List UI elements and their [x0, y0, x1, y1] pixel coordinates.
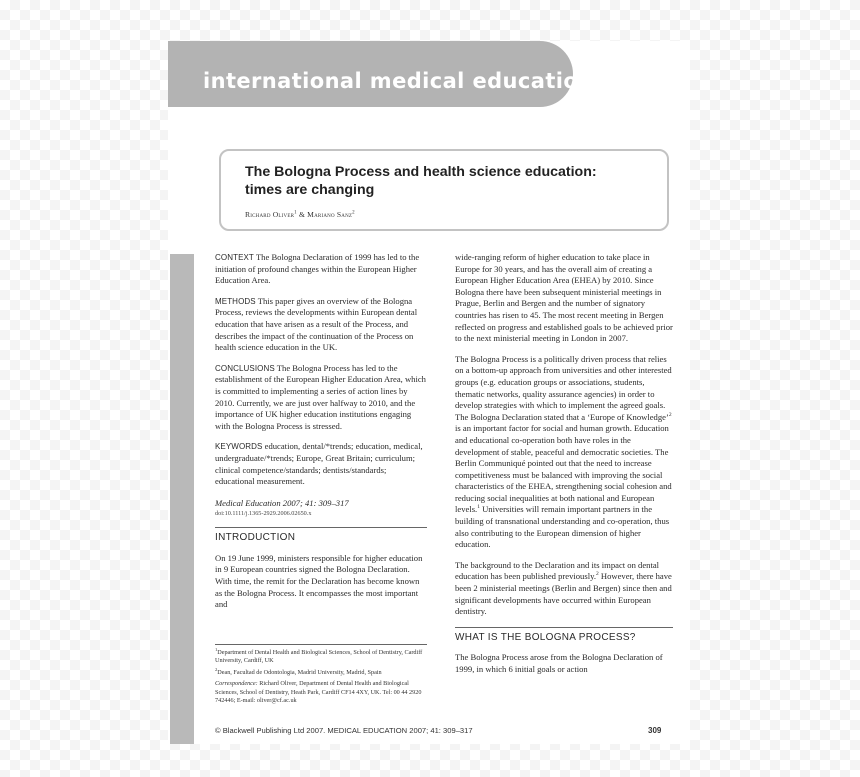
context-text: The Bologna Declaration of 1999 has led to the initiation of profound changes within the European Higher Education Area.: [215, 252, 420, 286]
body-paragraph-3: [455, 560, 673, 618]
paragraph-2-text-a: The Bologna Process is a politically driven process that relies on a bottom-up approach from universities and other interested groups (e.g. education groups or associations, students, thematic networks, quality assurance agencies) in order to develop strategies with which to implement the agreed goals. The Bologna Declaration stated that a ‘Europe of Knowledge’: [455, 353, 672, 422]
correspondence-label: Correspondence:: [215, 680, 258, 688]
conclusions-label: CONCLUSIONS: [215, 363, 275, 373]
footnote-2-text: Dean, Facultad de Odontologia, Madrid University, Madrid, Spain: [217, 668, 382, 676]
conclusions-text: The Bologna Process has led to the establishment of the European Higher Education Area, which is committed to implementing a series of action lines by 2010. Currently, we are just over halfway to 2010, and the importance of UK higher education institutions engaging with the Bologna Process is stressed.: [215, 362, 426, 431]
journal-page: [168, 41, 690, 744]
context-label: CONTEXT: [215, 253, 254, 262]
right-column: [455, 252, 673, 685]
footnotes: [215, 644, 427, 708]
methods-label: METHODS: [215, 296, 256, 306]
paragraph-2-text-b: is an important factor for social and human growth. Education and educational co-operation both have roles in the development of stable, peaceful and democratic societies. The Berlin Communiqué pointed out that the need to increase competitiveness must be balanced with improving the social characteristics of the EHEA, strengthening social cohesion and reducing social inequalities at both national and European levels.: [455, 423, 672, 515]
footnote-1-text: Department of Dental Health and Biological Sciences, School of Dentistry, Cardiff University, Cardiff, UK: [215, 649, 423, 665]
reference-marker: 2: [668, 411, 672, 418]
journal-citation: Medical Education 2007; 41: 309–317: [215, 497, 349, 508]
paragraph-3-text-a: The background to the Declaration and its impact on dental education has been published previously.: [455, 559, 660, 582]
banner-text: international medical education: [203, 69, 594, 93]
author-1-affiliation: 1: [294, 210, 297, 216]
correspondence: [215, 680, 427, 705]
author-2: Mariano Sanz: [307, 210, 353, 219]
introduction-paragraph: On 19 June 1999, ministers responsible for higher education in 9 European countries signed the Bologna Declaration. With time, the remit for the Declaration has become known as the Bologna Process. It encompasses the most important and: [215, 552, 423, 610]
correspondence-text: Richard Oliver, Department of Dental Health and Biological Sciences, School of Dentistry, Heath Park, Cardiff CF14 4XY, UK. Tel: 00 44 2920 742446; E-mail: oliver@cf.ac.uk: [215, 680, 422, 705]
reference-marker: 2: [595, 571, 599, 578]
abstract-methods: [215, 296, 427, 354]
journal-section-banner: [168, 41, 594, 107]
footnote-2: [215, 666, 427, 677]
page-number: 309: [648, 726, 662, 735]
footnote-2-marker: 2: [215, 666, 218, 672]
left-column: [215, 252, 427, 620]
article-authors: [245, 210, 355, 219]
body-paragraph-4: The Bologna Process arose from the Bologna Declaration of 1999, in which 6 initial goals or action: [455, 652, 663, 674]
footnote-1: [215, 646, 427, 666]
section-heading-bologna-process: WHAT IS THE BOLOGNA PROCESS?: [455, 627, 673, 644]
abstract-context: [215, 252, 427, 287]
title-line-2: times are changing: [245, 182, 375, 198]
keywords-label: KEYWORDS: [215, 442, 263, 452]
author-1: Richard Oliver: [245, 210, 295, 219]
paragraph-2-text-c: Universities will remain important partners in the building of transnational understanding and co-operation, thus also contributing to the European dimension of higher education.: [455, 504, 670, 550]
author-2-affiliation: 2: [352, 210, 355, 216]
abstract-keywords: [215, 441, 427, 487]
article-title: [245, 163, 665, 199]
copyright-footer: © Blackwell Publishing Ltd 2007. MEDICAL EDUCATION 2007; 41: 309–317: [215, 726, 473, 735]
doi[interactable]: doi:10.1111/j.1365-2929.2006.02650.x: [215, 510, 312, 518]
introduction-heading: INTRODUCTION: [215, 527, 427, 544]
footnote-1-marker: 1: [215, 646, 218, 652]
author-separator: &: [298, 210, 306, 219]
body-paragraph-2: [455, 354, 673, 551]
keywords-text: education, dental/*trends; education, medical, undergraduate/*trends; Europe, Great Britain; curriculum; clinical competence/standards; dentists/standards; educational measurement.: [215, 441, 423, 487]
paragraph-3-text-b: However, there have been 2 ministerial meetings (Berlin and Bergen) since then and significant developments have occurred within European dentistry.: [455, 571, 672, 617]
title-box: [219, 149, 669, 231]
abstract-conclusions: [215, 363, 427, 433]
abstract-side-bar: [170, 254, 194, 744]
methods-text: This paper gives an overview of the Bologna Process, reviews the developments within European dental education that have arisen as a result of the Process, and describes the impact of the continuation of the Process on health science education in the UK.: [215, 295, 418, 353]
title-line-1: The Bologna Process and health science education:: [245, 164, 597, 180]
reference-marker: 1: [477, 504, 480, 511]
body-paragraph-1: wide-ranging reform of higher education to take place in Europe for 30 years, and has the overall aim of creating a European Higher Education Area (EHEA) by 2010. Since Bologna there have been subsequent ministerial meetings in Prague, Berlin and Bergen and the number of signatory countries has risen to 45. The most recent meeting in Bergen reflected on progress and established goals to be achieved prior to the next ministerial meeting in London in 2007.: [455, 252, 673, 344]
